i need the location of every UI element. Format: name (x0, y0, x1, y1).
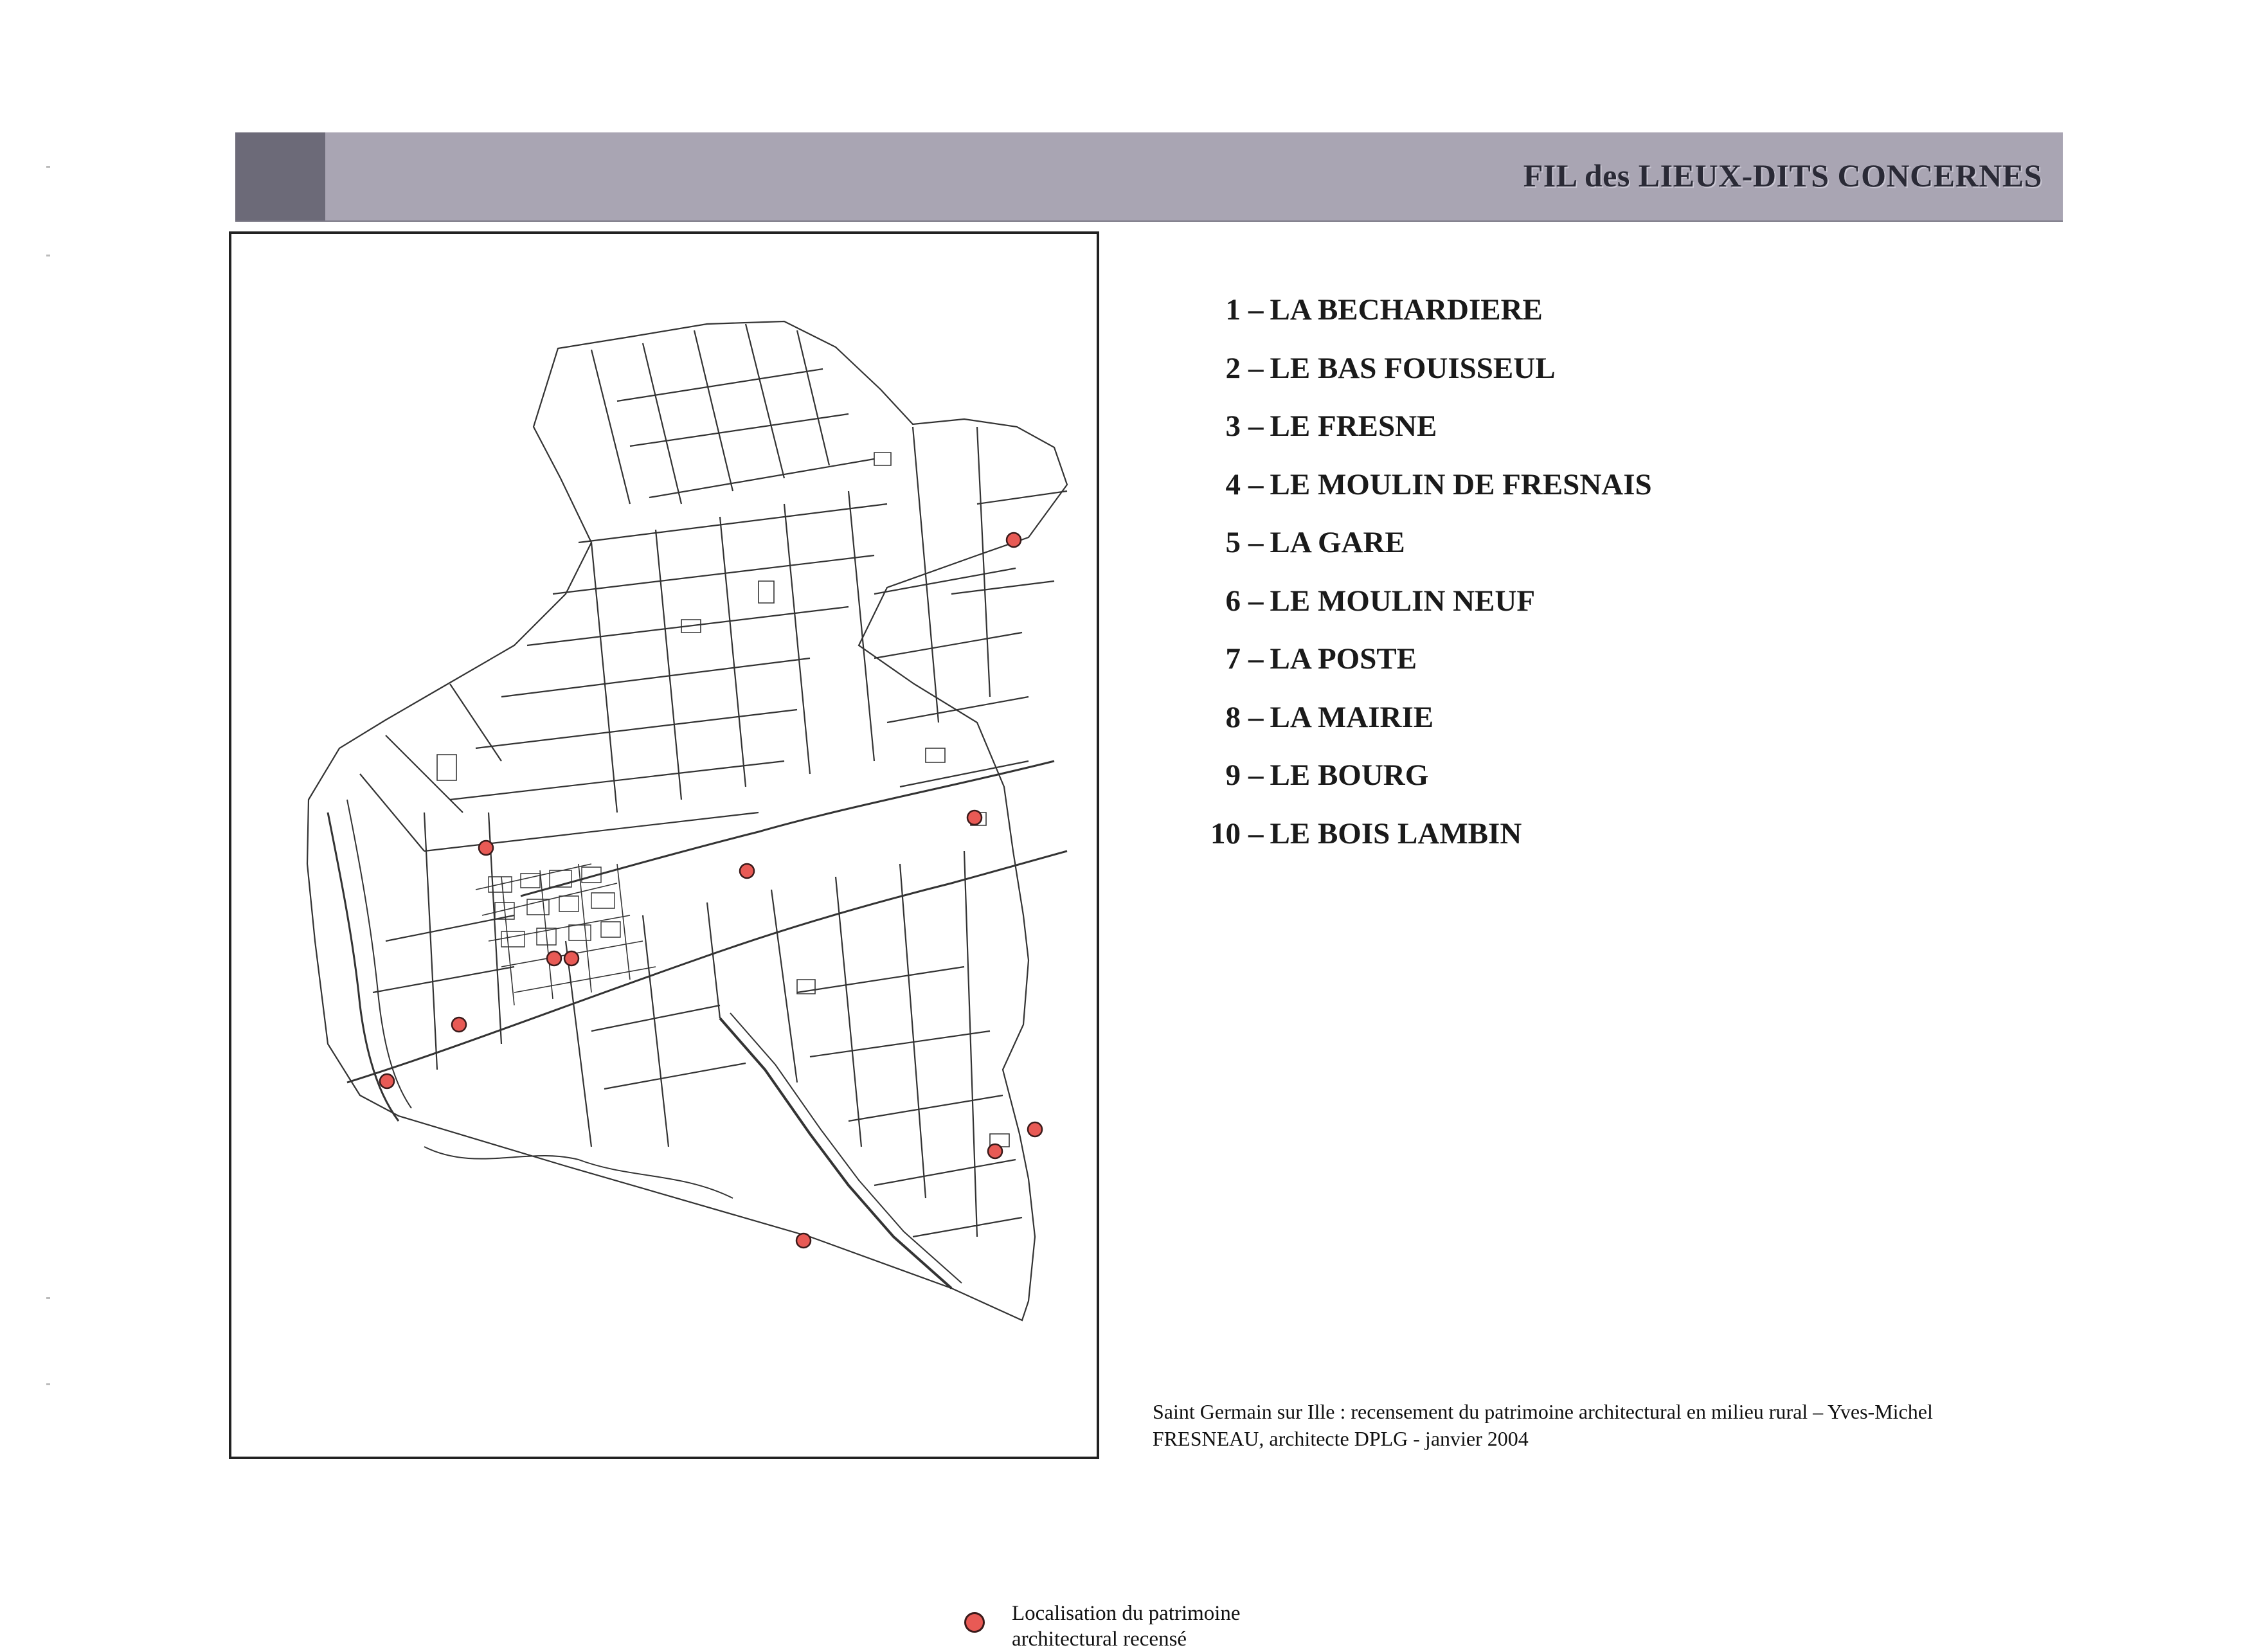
place-list (1176, 288, 1755, 870)
cadastral-map (231, 234, 1097, 1457)
main-road (347, 851, 1067, 1082)
list-item: 5 – LA GARE (1225, 526, 1405, 559)
heritage-marker (380, 1074, 394, 1088)
margin-mark (46, 1297, 50, 1299)
margin-mark (46, 166, 50, 168)
heritage-marker (564, 951, 579, 965)
heritage-marker (452, 1018, 466, 1032)
railway (720, 1018, 951, 1288)
stream (424, 1147, 733, 1198)
legend-label: Localisation du patrimoine architectural recensé (1012, 1602, 1241, 1651)
heritage-marker (1007, 533, 1021, 547)
margin-mark (46, 1383, 50, 1385)
railway (730, 1013, 962, 1283)
source-caption: Saint Germain sur Ille : recensement du patrimoine architectural en milieu rural – Yves-Michel FRESNEAU, architecte DPLG - janvier 2004 (1153, 1400, 1933, 1450)
list-item: 1 – LA BECHARDIERE (1225, 293, 1543, 327)
river (347, 800, 411, 1108)
list-item: 9 – LE BOURG (1225, 759, 1429, 792)
page-header (235, 132, 2063, 222)
heritage-marker (479, 841, 493, 855)
list-item: 4 – LE MOULIN DE FRESNAIS (1225, 467, 1652, 501)
heritage-marker (1028, 1122, 1042, 1136)
list-item: 10 – LE BOIS LAMBIN (1210, 816, 1522, 850)
list-item: 8 – LA MAIRIE (1225, 700, 1434, 734)
map-frame (229, 231, 1241, 1651)
heritage-marker (796, 1234, 811, 1248)
list-item: 3 – LE FRESNE (1225, 409, 1437, 443)
legend-marker-icon (964, 1612, 985, 1633)
heritage-marker (988, 1144, 1002, 1158)
heritage-marker (547, 951, 561, 965)
header-accent (235, 132, 325, 220)
margin-mark (46, 255, 50, 256)
heritage-marker (967, 811, 982, 825)
page-title: FIL des LIEUX-DITS CONCERNES (1523, 157, 2042, 193)
list-item: 2 – LE BAS FOUISSEUL (1225, 351, 1556, 385)
list-item: 6 – LE MOULIN NEUF (1225, 584, 1536, 618)
village-buildings (489, 867, 620, 947)
parcel-lines (360, 324, 1067, 1237)
heritage-marker (740, 864, 754, 878)
list-item: 7 – LA POSTE (1225, 642, 1417, 676)
